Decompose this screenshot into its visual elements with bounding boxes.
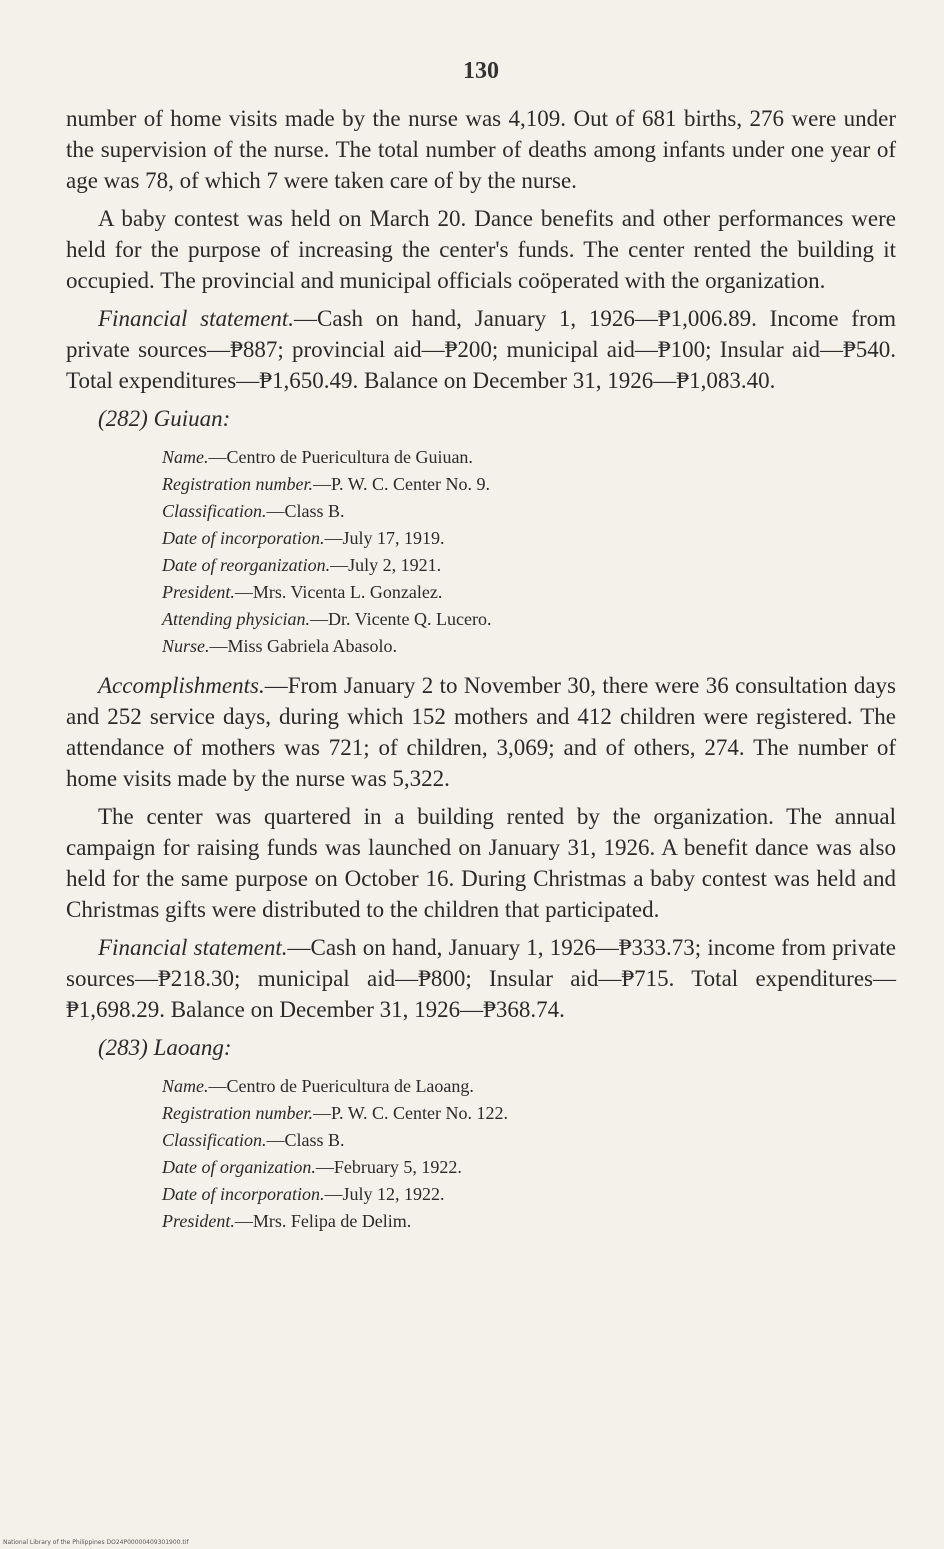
financial-statement-lead: Financial statement.	[98, 306, 295, 331]
body-paragraph-2: A baby contest was held on March 20. Dance benefits and other performances were held for the purpose of increasing the center's funds. The center rented the building it occupied. The provincial and municipal officials coöperated with the organization.	[66, 206, 896, 293]
financial-statement-2	[66, 932, 896, 1025]
entry-heading-282	[98, 403, 896, 434]
financial-statement-text: —Cash on hand, January 1, 1926—₱333.73; income from private sources—₱218.30; municipal aid—₱800; Insular aid—₱715. Total expenditures—₱1,698.29. Balance on December 31, 1926—₱368.74.	[66, 935, 897, 1022]
detail-line: President.—Mrs. Vicenta L. Gonzalez.	[162, 582, 443, 602]
detail-line: Registration number.—P. W. C. Center No. 9.	[162, 474, 491, 494]
entry-details-282	[162, 444, 896, 660]
scan-footer-mark: National Library of the Philippines DO24P00000409301900.tif	[3, 1539, 189, 1546]
detail-line: Classification.—Class B.	[162, 1130, 345, 1150]
entry-number: (283)	[98, 1035, 148, 1060]
center-paragraph: The center was quartered in a building rented by the organization. The annual campaign for raising funds was launched on January 31, 1926. A benefit dance was also held for the same purpose on October 16. During Christmas a baby contest was held and Christmas gifts were distributed to the children that participated.	[66, 804, 896, 922]
accomplishments-paragraph	[66, 670, 896, 794]
page-number: 130	[463, 58, 499, 84]
detail-line: Attending physician.—Dr. Vicente Q. Lucero.	[162, 609, 492, 629]
entry-place: Laoang:	[153, 1035, 232, 1060]
detail-line: Classification.—Class B.	[162, 501, 345, 521]
entry-heading-283	[98, 1032, 896, 1063]
detail-line: Name.—Centro de Puericultura de Guiuan.	[162, 447, 473, 467]
detail-line: Date of reorganization.—July 2, 1921.	[162, 555, 442, 575]
detail-line: Name.—Centro de Puericultura de Laoang.	[162, 1076, 474, 1096]
accomplishments-lead: Accomplishments.	[98, 673, 265, 698]
accomplishments-text: —From January 2 to November 30, there were 36 consultation days and 252 service days, during which 152 mothers and 412 children were registered. The attendance of mothers was 721; of children, 3,069; and of others, 274. The number of home visits made by the nurse was 5,322.	[66, 673, 896, 791]
detail-line: Registration number.—P. W. C. Center No. 122.	[162, 1103, 509, 1123]
financial-statement-lead: Financial statement.	[98, 935, 288, 960]
detail-line: Date of incorporation.—July 12, 1922.	[162, 1184, 445, 1204]
detail-line: Nurse.—Miss Gabriela Abasolo.	[162, 636, 397, 656]
document-page	[66, 58, 896, 1245]
entry-details-283	[162, 1073, 896, 1235]
detail-line: President.—Mrs. Felipa de Delim.	[162, 1211, 412, 1231]
entry-place: Guiuan:	[153, 406, 231, 431]
detail-line: Date of organization.—February 5, 1922.	[162, 1157, 462, 1177]
financial-statement-1	[66, 303, 896, 396]
body-paragraph-1: number of home visits made by the nurse was 4,109. Out of 681 births, 276 were under the supervision of the nurse. The total number of deaths among infants under one year of age was 78, of which 7 were taken care of by the nurse.	[66, 106, 896, 193]
entry-number: (282)	[98, 406, 148, 431]
detail-line: Date of incorporation.—July 17, 1919.	[162, 528, 445, 548]
financial-statement-text: —Cash on hand, January 1, 1926—₱1,006.89. Income from private sources—₱887; provincial aid—₱200; municipal aid—₱100; Insular aid—₱540. Total expenditures—₱1,650.49. Balance on December 31, 1926—₱1,083.40.	[66, 306, 897, 393]
